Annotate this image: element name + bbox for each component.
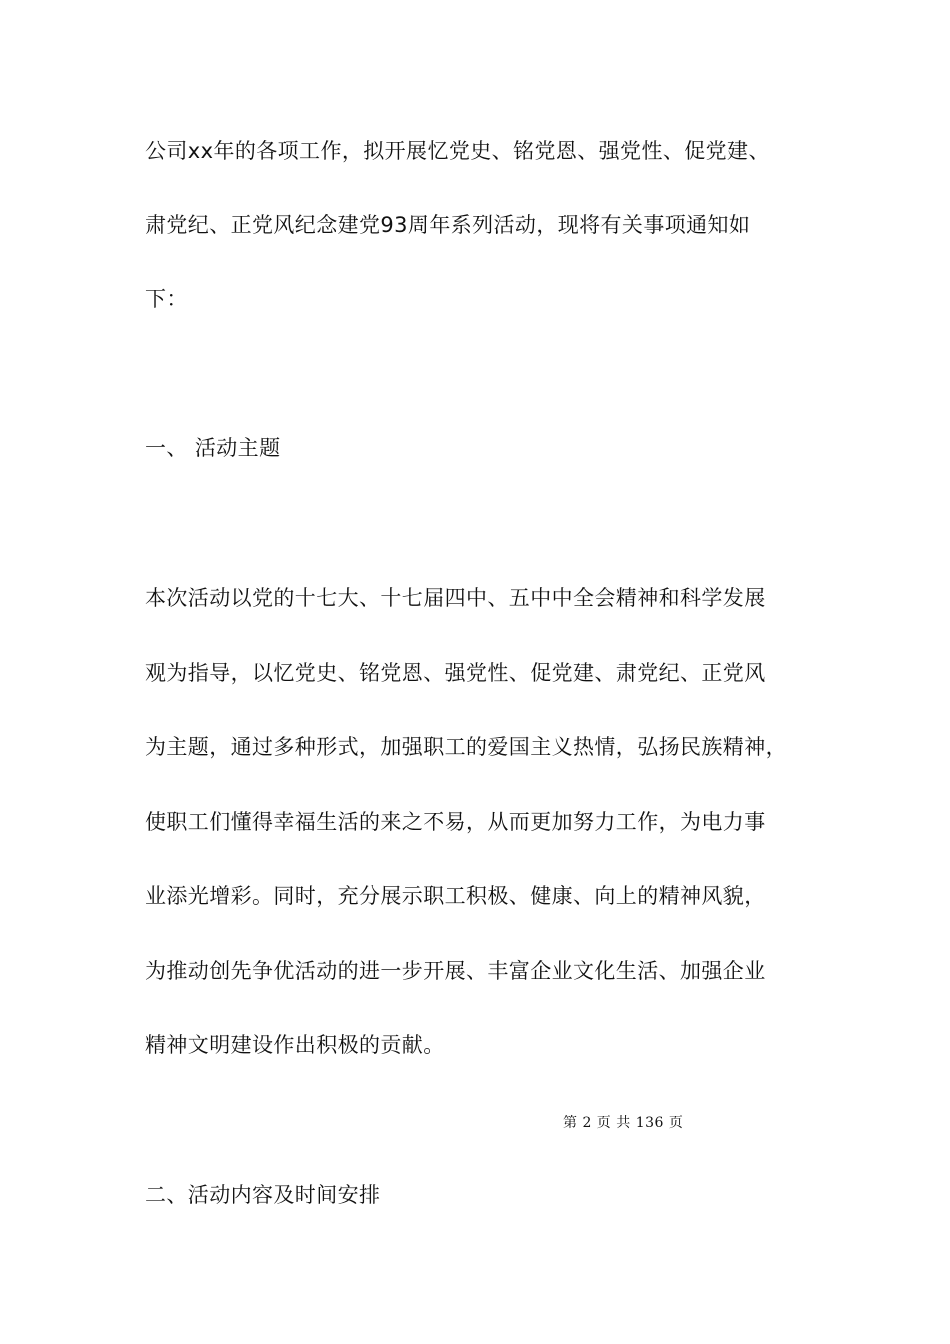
section-1-line-5: 业添光增彩。同时，充分展示职工积极、健康、向上的精神风貌，	[145, 884, 766, 908]
section-1-line-6: 为推动创先争优活动的进一步开展、丰富企业文化生活、加强企业	[145, 959, 766, 983]
section-1-line-1: 本次活动以党的十七大、十七届四中、五中中全会精神和科学发展	[145, 586, 766, 610]
intro-line-2: 肃党纪、正党风纪念建党93周年系列活动，现将有关事项通知如	[145, 213, 751, 237]
intro-line-1: 公司xx年的各项工作，拟开展忆党史、铭党恩、强党性、促党建、	[145, 139, 770, 163]
section-2-heading: 二、活动内容及时间安排	[145, 1183, 381, 1207]
section-1-line-2: 观为指导，以忆党史、铭党恩、强党性、促党建、肃党纪、正党风	[145, 661, 766, 685]
intro-line-3: 下：	[145, 287, 188, 311]
page-number-footer: 第 2 页 共 136 页	[563, 1115, 684, 1131]
section-1-heading: 一、 活动主题	[145, 436, 281, 460]
section-1-line-4: 使职工们懂得幸福生活的来之不易，从而更加努力工作，为电力事	[145, 810, 766, 834]
section-1-line-3: 为主题，通过多种形式，加强职工的爱国主义热情，弘扬民族精神，	[145, 735, 787, 759]
section-1-line-7: 精神文明建设作出积极的贡献。	[145, 1033, 445, 1057]
